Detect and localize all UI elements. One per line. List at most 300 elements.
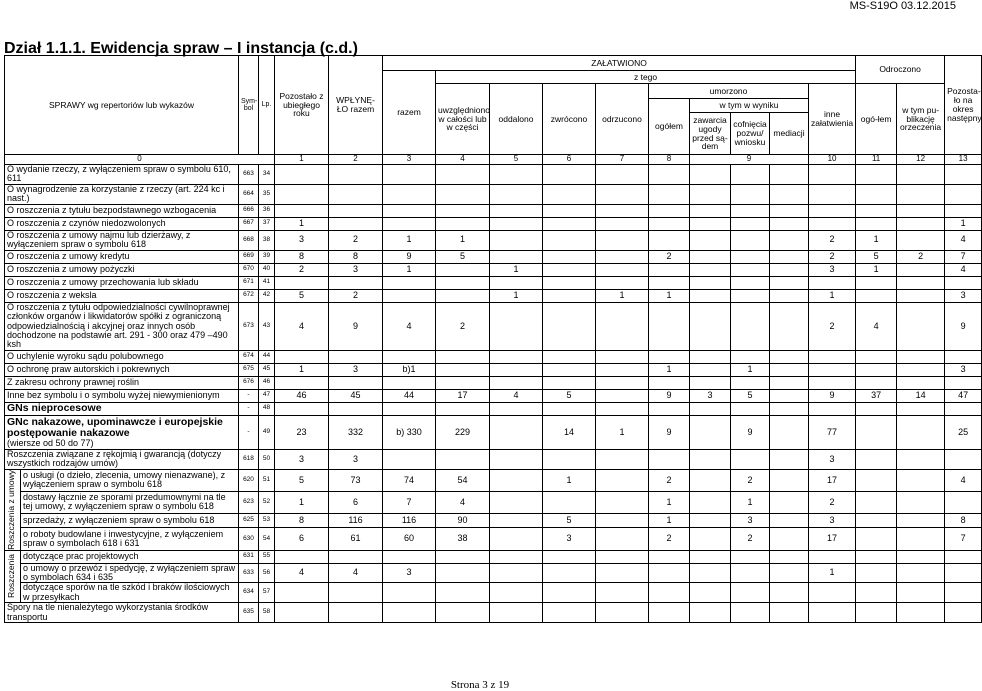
cell-value: 3 (275, 449, 329, 469)
cell-value (596, 376, 649, 389)
header-zalatwiono: ZAŁATWIONO (383, 56, 856, 71)
cell-value (490, 230, 543, 250)
cell-value (897, 217, 945, 230)
row-lp: 43 (259, 302, 275, 350)
cell-value (596, 230, 649, 250)
cell-value (945, 603, 982, 623)
cell-value (543, 184, 596, 204)
header-pozostalo-na: Pozosta-ło na okres następny (945, 56, 982, 155)
cell-value (490, 550, 543, 563)
cell-value: 2 (329, 289, 383, 302)
cell-value (690, 528, 731, 550)
cell-value (490, 583, 543, 603)
cell-value (856, 184, 897, 204)
row-label: o usługi (o dzieło, zlecenia, umowy nienazwane), z wyłączeniem spraw o symbolu 618 (21, 469, 239, 491)
cell-value (436, 204, 490, 217)
cell-value (329, 184, 383, 204)
statistics-table (4, 55, 982, 623)
cell-value (897, 402, 945, 415)
table-body (5, 165, 982, 623)
row-label: O roszczenia z umowy przechowania lub składu (5, 276, 239, 289)
cell-value (275, 376, 329, 389)
cell-value (945, 550, 982, 563)
row-symbol: 671 (239, 276, 259, 289)
row-label: Roszczenia związane z rękojmią i gwarancją (dotyczy wszystkich rodzajów umów) (5, 449, 239, 469)
cell-value: 3 (543, 528, 596, 550)
cell-value: 116 (383, 513, 436, 527)
cell-value (690, 204, 731, 217)
cell-value: 6 (275, 528, 329, 550)
row-lp: 57 (259, 583, 275, 603)
cell-value: 4 (945, 230, 982, 250)
table-row (5, 550, 982, 563)
col-number: 11 (856, 155, 897, 165)
cell-value: 3 (945, 289, 982, 302)
cell-value (329, 165, 383, 185)
cell-value (897, 276, 945, 289)
cell-value (856, 350, 897, 363)
cell-value (770, 528, 809, 550)
row-symbol: - (239, 415, 259, 449)
cell-value (809, 363, 856, 376)
cell-value (275, 603, 329, 623)
cell-value: 9 (329, 302, 383, 350)
cell-value (690, 583, 731, 603)
cell-value (770, 263, 809, 276)
cell-value (945, 449, 982, 469)
cell-value (329, 204, 383, 217)
cell-value: 229 (436, 415, 490, 449)
cell-value: 90 (436, 513, 490, 527)
cell-value: 5 (856, 250, 897, 263)
cell-value (809, 603, 856, 623)
col-number: 8 (649, 155, 690, 165)
cell-value (543, 491, 596, 513)
cell-value (436, 184, 490, 204)
table-row (5, 449, 982, 469)
cell-value (383, 276, 436, 289)
cell-value: 3 (945, 363, 982, 376)
cell-value: 38 (436, 528, 490, 550)
header-mediacji: mediacji (770, 113, 809, 155)
cell-value: 2 (731, 528, 770, 550)
cell-value: 4 (275, 563, 329, 583)
cell-value (856, 204, 897, 217)
cell-value: 4 (436, 491, 490, 513)
cell-value (856, 603, 897, 623)
cell-value: 45 (329, 389, 383, 402)
cell-value (690, 217, 731, 230)
cell-value (543, 402, 596, 415)
cell-value (770, 415, 809, 449)
cell-value (596, 469, 649, 491)
cell-value (490, 363, 543, 376)
cell-value (897, 491, 945, 513)
cell-value (856, 165, 897, 185)
cell-value (690, 165, 731, 185)
header-odr-ogolem: ogó-łem (856, 84, 897, 155)
cell-value: 1 (945, 217, 982, 230)
cell-value (770, 449, 809, 469)
cell-value (770, 302, 809, 350)
cell-value: 4 (945, 469, 982, 491)
cell-value (770, 276, 809, 289)
table-row (5, 402, 982, 415)
row-symbol: - (239, 389, 259, 402)
header-zwrocono: zwrócono (543, 84, 596, 155)
cell-value (649, 165, 690, 185)
cell-value (275, 165, 329, 185)
cell-value (690, 563, 731, 583)
cell-value: 4 (329, 563, 383, 583)
cell-value: 1 (731, 363, 770, 376)
cell-value (897, 302, 945, 350)
cell-value (731, 165, 770, 185)
cell-value: 5 (731, 389, 770, 402)
row-symbol: 667 (239, 217, 259, 230)
table-row (5, 563, 982, 583)
row-lp: 38 (259, 230, 275, 250)
cell-value (649, 230, 690, 250)
cell-value (770, 491, 809, 513)
cell-value (856, 376, 897, 389)
header-zawarcia: zawarcia ugody przed są-dem (690, 113, 731, 155)
row-symbol: 668 (239, 230, 259, 250)
cell-value (543, 165, 596, 185)
cell-value: 73 (329, 469, 383, 491)
row-label: O ochronę praw autorskich i pokrewnych (5, 363, 239, 376)
cell-value (945, 184, 982, 204)
cell-value (809, 402, 856, 415)
cell-value (649, 583, 690, 603)
cell-value: 1 (649, 513, 690, 527)
cell-value: 9 (809, 389, 856, 402)
cell-value (490, 402, 543, 415)
cell-value: 1 (490, 263, 543, 276)
cell-value (856, 289, 897, 302)
cell-value (596, 449, 649, 469)
row-symbol: 676 (239, 376, 259, 389)
cell-value (596, 204, 649, 217)
cell-value (690, 350, 731, 363)
cell-value (856, 402, 897, 415)
cell-value (770, 250, 809, 263)
cell-value (856, 513, 897, 527)
cell-value: 4 (275, 302, 329, 350)
cell-value (436, 603, 490, 623)
cell-value (596, 263, 649, 276)
row-lp: 53 (259, 513, 275, 527)
cell-value (897, 528, 945, 550)
cell-value (596, 563, 649, 583)
cell-value: 2 (649, 250, 690, 263)
cell-value (770, 363, 809, 376)
row-label: o umowy o przewóz i spedycję, z wyłączeniem spraw o symbolach 634 i 635 (21, 563, 239, 583)
cell-value (383, 217, 436, 230)
cell-value (383, 583, 436, 603)
row-symbol: 625 (239, 513, 259, 527)
cell-value (856, 415, 897, 449)
row-label: O wydanie rzeczy, z wyłączeniem spraw o symbolu 610, 611 (5, 165, 239, 185)
row-symbol: 630 (239, 528, 259, 550)
cell-value: 2 (329, 230, 383, 250)
cell-value (945, 276, 982, 289)
cell-value: 1 (809, 289, 856, 302)
cell-value (690, 491, 731, 513)
cell-value: 1 (809, 563, 856, 583)
cell-value (770, 469, 809, 491)
cell-value (945, 402, 982, 415)
cell-value (945, 583, 982, 603)
cell-value: 14 (543, 415, 596, 449)
cell-value (596, 250, 649, 263)
cell-value (490, 250, 543, 263)
cell-value (490, 528, 543, 550)
cell-value (543, 376, 596, 389)
cell-value (649, 449, 690, 469)
cell-value (596, 276, 649, 289)
cell-value: 5 (436, 250, 490, 263)
cell-value (490, 276, 543, 289)
cell-value (856, 563, 897, 583)
cell-value: 1 (436, 230, 490, 250)
cell-value: 332 (329, 415, 383, 449)
cell-value (731, 230, 770, 250)
row-lp: 46 (259, 376, 275, 389)
cell-value (596, 550, 649, 563)
cell-value (596, 302, 649, 350)
col-number: 1 (275, 155, 329, 165)
cell-value: b)1 (383, 363, 436, 376)
row-lp: 51 (259, 469, 275, 491)
cell-value (490, 415, 543, 449)
cell-value: 4 (945, 263, 982, 276)
cell-value: 3 (383, 563, 436, 583)
cell-value: 1 (490, 289, 543, 302)
cell-value (809, 276, 856, 289)
cell-value (436, 363, 490, 376)
table-row (5, 469, 982, 491)
side-label-umowy: Roszczenia z umowy (5, 469, 21, 550)
cell-value: 1 (383, 230, 436, 250)
cell-value: 25 (945, 415, 982, 449)
table-row (5, 491, 982, 513)
cell-value (856, 469, 897, 491)
cell-value (809, 217, 856, 230)
cell-value (649, 376, 690, 389)
row-label: O uchylenie wyroku sądu polubownego (5, 350, 239, 363)
cell-value: 44 (383, 389, 436, 402)
cell-value (329, 276, 383, 289)
cell-value (383, 204, 436, 217)
cell-value (897, 165, 945, 185)
cell-value: 9 (649, 389, 690, 402)
cell-value: 3 (329, 363, 383, 376)
cell-value: 3 (809, 513, 856, 527)
cell-value (490, 165, 543, 185)
col-number: 5 (490, 155, 543, 165)
cell-value (809, 376, 856, 389)
cell-value (543, 603, 596, 623)
cell-value (897, 263, 945, 276)
row-label: O roszczenia z weksla (5, 289, 239, 302)
cell-value (490, 376, 543, 389)
table-row (5, 204, 982, 217)
row-lp: 37 (259, 217, 275, 230)
cell-value (543, 204, 596, 217)
cell-value (690, 230, 731, 250)
cell-value: 4 (856, 302, 897, 350)
table-row (5, 230, 982, 250)
cell-value (945, 563, 982, 583)
cell-value (690, 513, 731, 527)
cell-value (383, 402, 436, 415)
cell-value: 2 (809, 302, 856, 350)
cell-value (436, 276, 490, 289)
cell-value: 9 (383, 250, 436, 263)
cell-value (690, 603, 731, 623)
col-number: 12 (897, 155, 945, 165)
row-symbol: 623 (239, 491, 259, 513)
cell-value (596, 217, 649, 230)
table-row (5, 513, 982, 527)
row-symbol: 666 (239, 204, 259, 217)
cell-value: 14 (897, 389, 945, 402)
cell-value: 2 (809, 230, 856, 250)
cell-value: 5 (275, 289, 329, 302)
cell-value (649, 276, 690, 289)
col-number: 2 (329, 155, 383, 165)
cell-value (897, 376, 945, 389)
cell-value: 1 (649, 289, 690, 302)
cell-value (690, 469, 731, 491)
row-lp: 40 (259, 263, 275, 276)
table-row (5, 263, 982, 276)
cell-value (770, 376, 809, 389)
cell-value (731, 563, 770, 583)
cell-value (383, 350, 436, 363)
cell-value (690, 449, 731, 469)
cell-value (649, 263, 690, 276)
cell-value: 5 (275, 469, 329, 491)
cell-value: 3 (690, 389, 731, 402)
cell-value: 74 (383, 469, 436, 491)
cell-value (690, 415, 731, 449)
cell-value (543, 583, 596, 603)
row-symbol: 675 (239, 363, 259, 376)
cell-value (897, 469, 945, 491)
row-symbol: 672 (239, 289, 259, 302)
cell-value: 4 (490, 389, 543, 402)
row-label: O roszczenia z umowy kredytu (5, 250, 239, 263)
cell-value (543, 550, 596, 563)
cell-value (856, 449, 897, 469)
row-symbol: 663 (239, 165, 259, 185)
cell-value (329, 583, 383, 603)
cell-value: 46 (275, 389, 329, 402)
row-symbol: 633 (239, 563, 259, 583)
cell-value (770, 184, 809, 204)
row-symbol: 620 (239, 469, 259, 491)
cell-value (809, 550, 856, 563)
cell-value (275, 184, 329, 204)
cell-value: 2 (275, 263, 329, 276)
col-number: 9 (690, 155, 809, 165)
cell-value (383, 550, 436, 563)
table-row (5, 250, 982, 263)
column-numbers-row (5, 155, 982, 165)
cell-value (543, 563, 596, 583)
cell-value (809, 583, 856, 603)
cell-value (809, 204, 856, 217)
cell-value (649, 603, 690, 623)
cell-value (490, 469, 543, 491)
header-uwzgledniono: uwzględniono w całości lub w części (436, 84, 490, 155)
row-lp: 55 (259, 550, 275, 563)
col-number: 3 (383, 155, 436, 165)
cell-value (275, 583, 329, 603)
cell-value: 17 (809, 469, 856, 491)
cell-value (945, 491, 982, 513)
cell-value (383, 184, 436, 204)
cell-value (731, 289, 770, 302)
page-title: Dział 1.1.1. Ewidencja spraw – I instancja (c.d.) (4, 40, 358, 57)
row-label: O roszczenia z tytułu odpowiedzialności cywilnoprawnej członków organów i likwidatorów spółki z ograniczoną odpowiedzialnością i akcyjnej oraz innych osób dochodzone na podstawie art. 291 - 300 oraz 479 –490 ksh (5, 302, 239, 350)
cell-value (383, 289, 436, 302)
cell-value: 116 (329, 513, 383, 527)
row-lp: 50 (259, 449, 275, 469)
row-label: O roszczenia z tytułu bezpodstawnego wzbogacenia (5, 204, 239, 217)
cell-value (596, 363, 649, 376)
col-number: 10 (809, 155, 856, 165)
row-lp: 41 (259, 276, 275, 289)
cell-value: 3 (329, 449, 383, 469)
cell-value (945, 165, 982, 185)
form-code: MS-S19O 03.12.2015 (849, 0, 956, 12)
cell-value (897, 204, 945, 217)
table-header (5, 56, 982, 165)
cell-value: 8 (275, 513, 329, 527)
header-inne: inne załatwienia (809, 84, 856, 155)
cell-value (897, 583, 945, 603)
cell-value (690, 402, 731, 415)
cell-value: 1 (856, 230, 897, 250)
row-label: O roszczenia z umowy pożyczki (5, 263, 239, 276)
table-row (5, 165, 982, 185)
cell-value (543, 363, 596, 376)
cell-value (690, 363, 731, 376)
cell-value: 1 (596, 415, 649, 449)
cell-value (649, 204, 690, 217)
cell-value: 37 (856, 389, 897, 402)
cell-value: 9 (649, 415, 690, 449)
header-sprawy: SPRAWY wg repertoriów lub wykazów (5, 56, 239, 155)
cell-value (809, 165, 856, 185)
cell-value (436, 289, 490, 302)
row-lp: 48 (259, 402, 275, 415)
cell-value: 1 (649, 491, 690, 513)
cell-value (649, 402, 690, 415)
cell-value (436, 217, 490, 230)
cell-value: 8 (275, 250, 329, 263)
cell-value (436, 402, 490, 415)
cell-value (543, 217, 596, 230)
cell-value: 2 (809, 491, 856, 513)
cell-value (490, 204, 543, 217)
cell-value (731, 302, 770, 350)
cell-value (275, 350, 329, 363)
cell-value: 1 (856, 263, 897, 276)
